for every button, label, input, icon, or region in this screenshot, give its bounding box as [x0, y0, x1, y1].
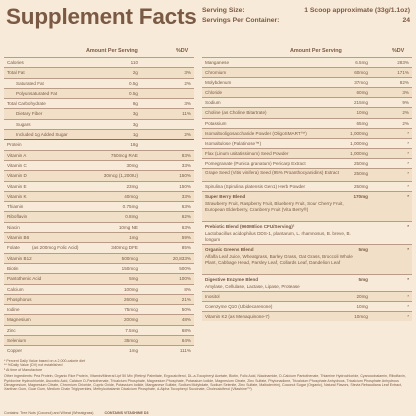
blend-row: [202, 244, 412, 274]
nutrient-row: [4, 67, 194, 77]
nutrient-row: [4, 108, 194, 118]
nutrient-dv: 62%: [181, 214, 191, 220]
ingredient-name: Chloride: [205, 90, 223, 96]
nutrient-row: [4, 201, 194, 211]
nutrient-amount: 3g: [132, 121, 138, 127]
nutrient-name: Selenium: [7, 338, 27, 344]
ingredient-amount: 60mg: [356, 90, 368, 96]
nutrient-dv: 48%: [181, 317, 191, 323]
ingredient-amount: 60mcg: [354, 70, 368, 76]
nutrient-name: Niacin: [7, 224, 20, 230]
nutrient-row: [4, 232, 194, 242]
nutrient-dv: 63%: [181, 224, 191, 230]
nutrient-dv: 21%: [181, 296, 191, 302]
nutrient-amount: 30mcg (1,200IU): [103, 173, 138, 179]
ingredient-amount: 215mg: [353, 100, 368, 106]
nutrient-name: Polyunsaturated Fat: [16, 90, 58, 96]
ingredient-name: Inositol: [205, 294, 220, 300]
nutrient-name: Folate: [7, 245, 20, 251]
nutrient-name: Calcium: [7, 286, 24, 292]
nutrient-row: [4, 191, 194, 201]
ingredient-dv: *: [407, 224, 409, 230]
left-nutrient-table: [4, 57, 194, 356]
ingredient-name: Vitamin K2 (as Menaquinone-7): [205, 314, 270, 320]
ingredient-dv: *: [407, 314, 409, 320]
ingredient-amount: 250mg: [353, 184, 368, 190]
nutrient-name: Riboflavin: [7, 214, 28, 220]
nutrient-row: [4, 304, 194, 314]
nutrient-amount: 3g: [132, 111, 138, 117]
ingredient-row: [202, 158, 412, 168]
serving-size-label: Serving Size:: [202, 7, 245, 14]
nutrient-row: [4, 263, 194, 273]
servings-per-container-row: [202, 16, 410, 26]
other-ingredients: Other Ingredients: Pea Protein, Organic Rice Protein, Vitamin/Mineral Lipf 50 Mix (Retinyl Palmitate, Ergocalciferol, DL-a-Tocopheryl Acetate, Biotin, Folic Acid, Niacinamide, D-Calcium Pantothenate, Thiamine Hydrochloride, Cyanocobalamin, Riboflavin, Pyridoxine Hydrochloride, Ascorbic Acid, Calcium D-Pantothenate, Tricalcium Phosphate, Magnesium Phosphate, Potassium Iodide, Magnesium Citrate, Zinc Sulfate, Phytonadione, Tricalcium Phosphate Anhydrous, Tricalcium Phosphate Anhydrous Dimagnesium, Magnesium Citrate, Chromium Chloride, Cupric Oxide, Potassium Iodide, Manganese Sulfate, Sodium Molybdate, Sodium Selenite, Zinc Sulfate, Maltodextrin), Coconut Sugar (Organic), Natural Flavors, Stevia Rebaudiana Leaf Extract, Xanthan Gum, Guar Gum, Medium Chain Triglycerides, Methylcobalamin Dicalcium Phosphate, d-Alpha Tocopheryl Succinate, Cholecalciferol (Vitashine™): [4, 374, 406, 392]
nutrient-amount: 30mg: [126, 162, 138, 168]
contains-text: Contains: Tree Nuts (Coconut) and Wheat (Wheatgrass): [4, 411, 94, 415]
ingredient-dv: 9%: [402, 100, 409, 106]
ingredient-name: Coenzyme Q10 (Ubidecarenone): [205, 304, 273, 310]
blend-ingredients: Strawberry Fruit, Raspberry Fruit, Blueberry Fruit, Sour Cherry Fruit, European Elderberry, Cranberry Fruit (Vita Berry®): [205, 201, 344, 212]
ingredient-amount: 37mcg: [354, 80, 368, 86]
ingredient-row: [202, 138, 412, 148]
nutrient-dv: 11%: [182, 111, 191, 117]
ingredient-name: Choline (as Choline Bitartrate): [205, 110, 267, 116]
ingredient-row: [202, 67, 412, 77]
nutrient-row: [4, 129, 194, 139]
nutrient-amount: 10mg NE: [118, 224, 138, 230]
ingredient-dv: *: [407, 247, 409, 253]
blend-row: [202, 191, 412, 221]
ingredient-amount: 1,000mg: [350, 130, 368, 136]
page-title: Supplement Facts: [6, 4, 197, 29]
nutrient-dv: 68%: [181, 327, 191, 333]
ingredient-amount: 65mg: [356, 120, 368, 126]
ingredient-row: [202, 291, 412, 301]
nutrient-amount: 260mg: [123, 296, 138, 302]
ingredient-name: Molybdenum: [205, 80, 232, 86]
nutrient-name: Vitamin E: [7, 183, 27, 189]
nutrient-dv: 8%: [184, 286, 191, 292]
ingredient-amount: 10mcg: [354, 314, 368, 320]
nutrient-name: Copper: [7, 348, 23, 354]
nutrient-amount: 0.8mg: [125, 214, 138, 220]
nutrient-name: Sugars: [16, 121, 31, 127]
nutrient-name: Protein: [7, 142, 22, 148]
ingredient-dv: 3%: [402, 90, 409, 96]
ingredient-name: Isomaltooligosaccharide Powder (OligoSMART™): [205, 130, 307, 136]
nutrient-dv: 2%: [184, 80, 191, 86]
ingredient-name: Pomegranate (Punica granatum) Pericarp Extract: [205, 160, 306, 166]
nutrient-amount: 0.75mg: [122, 204, 138, 210]
nutrient-dv: 50%: [181, 307, 191, 313]
nutrient-name: Vitamin D: [7, 173, 27, 179]
ingredient-name: Sodium: [205, 100, 221, 106]
nutrient-dv: 500%: [179, 265, 191, 271]
nutrient-dv: 3%: [184, 70, 191, 76]
right-ingredient-table: [202, 57, 412, 321]
nutrient-amount: 200mg: [123, 317, 138, 323]
nutrient-name: Pantothenic Acid: [7, 276, 42, 282]
ingredient-row: [202, 57, 412, 67]
ingredient-row: [202, 107, 412, 117]
ingredient-dv: 82%: [399, 80, 409, 86]
nutrient-amount: 75mcg: [124, 307, 138, 313]
ingredient-row: [202, 97, 412, 107]
ingredient-row: [202, 118, 412, 128]
footnote-dv: * Percent Daily Value based on a 2,000-calorie diet: [4, 359, 86, 363]
nutrient-dv: 33%: [181, 162, 191, 168]
blend-row: [202, 221, 412, 244]
nutrient-name: Saturated Fat: [16, 80, 44, 86]
nutrient-amount: 500mcg: [121, 255, 138, 261]
ingredient-dv: *: [407, 150, 409, 156]
ingredient-dv: 283%: [397, 60, 409, 65]
footnote-not-established: ** %Daily Value (DV) not established: [4, 363, 63, 368]
blend-name: Organic Greens Blend: [205, 247, 254, 253]
ingredient-row: [202, 87, 412, 97]
nutrient-row: [4, 160, 194, 170]
right-dv-header: %DV: [392, 48, 405, 54]
nutrient-dv: 3%: [184, 101, 191, 107]
nutrient-dv: 59%: [181, 235, 191, 241]
nutrient-amount: 110: [130, 60, 138, 65]
nutrient-dv: 100%: [179, 276, 191, 282]
footnote-manufacture: ¹ At time of Manufacture: [4, 367, 43, 372]
nutrient-name: Biotin: [7, 265, 19, 271]
nutrient-amount: 150mcg: [121, 265, 138, 271]
nutrient-name: Phosphorus: [7, 296, 32, 302]
left-dv-header: %DV: [176, 48, 189, 54]
servings-per-container-label: Servings Per Container:: [202, 17, 280, 24]
nutrient-dv: 85%: [181, 245, 191, 251]
nutrient-name: Vitamin A: [7, 152, 27, 158]
nutrient-dv: 63%: [181, 204, 191, 210]
blend-ingredients: Alfalfa Leaf Juice, Wheatgrass, Barley Grass, Oat Grass, Broccoli Whole Plant, Cabbage Head, Parsley Leaf, Collards Leaf, Dandelion Leaf: [205, 254, 353, 265]
nutrient-amount: 0.5g: [129, 80, 138, 86]
nutrient-dv: 20,833%: [172, 255, 191, 261]
ingredient-dv: *: [407, 160, 409, 166]
nutrient-dv: 150%: [179, 183, 191, 189]
nutrient-row: [4, 211, 194, 221]
ingredient-name: Flax (Linum usitatissimum) Seed Powder: [205, 150, 289, 156]
nutrient-row: [4, 222, 194, 232]
nutrient-name: Calories: [7, 60, 24, 65]
ingredient-amount: 250mg: [353, 160, 368, 166]
ingredient-dv: *: [407, 304, 409, 310]
nutrient-row: [4, 150, 194, 160]
ingredient-dv: *: [407, 130, 409, 136]
ingredient-dv: *: [407, 294, 409, 300]
nutrient-amount: 100mg: [123, 286, 138, 292]
right-amount-header: Amount Per Serving: [290, 48, 342, 54]
serving-size-value: 1 Scoop approximate (33g/1.1oz): [304, 7, 410, 14]
ingredient-amount: 170mg: [353, 194, 368, 200]
nutrient-dv: 64%: [181, 338, 191, 344]
nutrient-row: [4, 294, 194, 304]
nutrient-dv: 150%: [179, 173, 191, 179]
nutrient-name: Included 1g Added Sugar: [16, 132, 68, 138]
blend-ingredients: Lactobacillus acidophilus DDS-1, plantarum, L. rhamnosus, B. breve, B. longum: [205, 231, 351, 242]
nutrient-row: [4, 78, 194, 88]
nutrient-row: [4, 242, 194, 252]
ingredient-name: Grape Seed (Vitis vinifera) Seed (95% Proanthocyanidins) Extract: [205, 170, 339, 176]
nutrient-row: [4, 273, 194, 283]
nutrient-amount: 40mcg: [124, 193, 138, 199]
ingredient-amount: 6.5mg: [355, 60, 368, 65]
ingredient-dv: 171%: [397, 70, 409, 76]
nutrient-row: [4, 88, 194, 98]
nutrient-amount: 18g: [130, 142, 138, 148]
nutrient-name: Total Carbohydrate: [7, 101, 46, 107]
ingredient-amount: 5mg: [358, 277, 368, 283]
nutrient-dv: 83%: [181, 152, 191, 158]
nutrient-row: [4, 139, 194, 149]
ingredient-name: Chromium: [205, 70, 227, 76]
ingredient-dv: *: [407, 140, 409, 146]
left-amount-header: Amount Per Serving: [86, 48, 138, 54]
nutrient-amount: 7.5mg: [125, 327, 138, 333]
nutrient-name: Vitamin K: [7, 193, 27, 199]
nutrient-name: Vitamin B12: [7, 255, 32, 261]
ingredient-row: [202, 181, 412, 191]
ingredient-dv: *: [407, 171, 409, 177]
ingredient-amount: 5mg: [358, 247, 368, 253]
nutrient-name: Zinc: [7, 327, 16, 333]
footnotes: [4, 359, 412, 392]
ingredient-amount: 1,000mg: [350, 140, 368, 146]
nutrient-dv: 111%: [179, 348, 191, 354]
ingredient-amount: 250mg: [353, 171, 368, 177]
nutrient-amount: 340mcg DFE: [111, 245, 138, 251]
ingredient-dv: *: [407, 194, 409, 200]
nutrient-name: Total Fat: [7, 70, 25, 76]
blend-name: Digestive Enzyme Blend: [205, 277, 259, 283]
ingredient-row: [202, 311, 412, 321]
serving-info: [202, 6, 410, 26]
nutrient-name: Dietary Fiber: [16, 111, 43, 117]
nutrient-amount: 1mg: [129, 235, 138, 241]
blend-name: Super Berry Blend: [205, 194, 246, 200]
nutrient-row: [4, 170, 194, 180]
nutrient-row: [4, 57, 194, 67]
nutrient-amount: 750mcg RAE: [110, 152, 138, 158]
ingredient-amount: 1,000mg: [350, 150, 368, 156]
nutrient-row: [4, 253, 194, 263]
nutrient-amount: 35mcg: [124, 338, 138, 344]
ingredient-row: [202, 77, 412, 87]
nutrient-amount: 23mg: [126, 183, 138, 189]
nutrient-row: [4, 119, 194, 129]
ingredient-name: Spirulina (Spirulina platensis Gen1) Herb Powder: [205, 184, 306, 190]
nutrient-dv: 33%: [181, 193, 191, 199]
ingredient-row: [202, 128, 412, 138]
nutrient-row: [4, 284, 194, 294]
nutrient-row: [4, 181, 194, 191]
nutrient-amount: 1mg: [129, 348, 138, 354]
nutrient-name: Thiamin: [7, 204, 24, 210]
ingredient-row: [202, 301, 412, 311]
ingredient-row: [202, 168, 412, 181]
nutrient-amount: 5mg: [129, 276, 138, 282]
nutrient-name: Vitamin C: [7, 162, 27, 168]
nutrient-amount: 1g: [132, 132, 138, 138]
ingredient-amount: 20mg: [356, 294, 368, 300]
blend-row: [202, 274, 412, 291]
ingredient-name: Potassium: [205, 120, 227, 126]
nutrient-row: [4, 314, 194, 324]
serving-size-row: [202, 6, 410, 16]
ingredient-dv: *: [407, 277, 409, 283]
nutrient-amount: 2g: [132, 70, 138, 76]
blend-name: Prebiotic Blend (960MIlion CFU/Serving)²: [205, 224, 295, 230]
ingredient-name: Isomaltulose (Palatinose™): [205, 140, 262, 146]
nutrient-row: [4, 325, 194, 335]
nutrient-row: [4, 345, 194, 355]
ingredient-amount: 10mg: [356, 304, 368, 310]
ingredient-dv: *: [407, 184, 409, 190]
folate-note: (as 200mcg Folic Acid): [32, 245, 79, 251]
nutrient-name: Magnesium: [7, 317, 31, 323]
ingredient-dv: 2%: [402, 120, 409, 126]
vitashine-logo-text: CONTAINS VITASHINE D3: [104, 411, 149, 415]
blend-ingredients: Amylase, Cellulase, Lactase, Lipase, Protease: [205, 284, 300, 290]
servings-per-container-value: 24: [402, 17, 410, 24]
nutrient-row: [4, 98, 194, 108]
nutrient-name: Vitamin B6: [7, 235, 30, 241]
ingredient-row: [202, 148, 412, 158]
nutrient-name: Iodine: [7, 307, 20, 313]
nutrient-row: [4, 335, 194, 345]
nutrient-amount: 0.5g: [129, 90, 138, 96]
ingredient-dv: 2%: [402, 110, 409, 116]
ingredient-name: Manganese: [205, 60, 230, 65]
contains-line: [4, 411, 148, 415]
ingredient-amount: 10mg: [356, 110, 368, 116]
nutrient-dv: 2%: [184, 132, 191, 138]
nutrient-amount: 8g: [132, 101, 138, 107]
